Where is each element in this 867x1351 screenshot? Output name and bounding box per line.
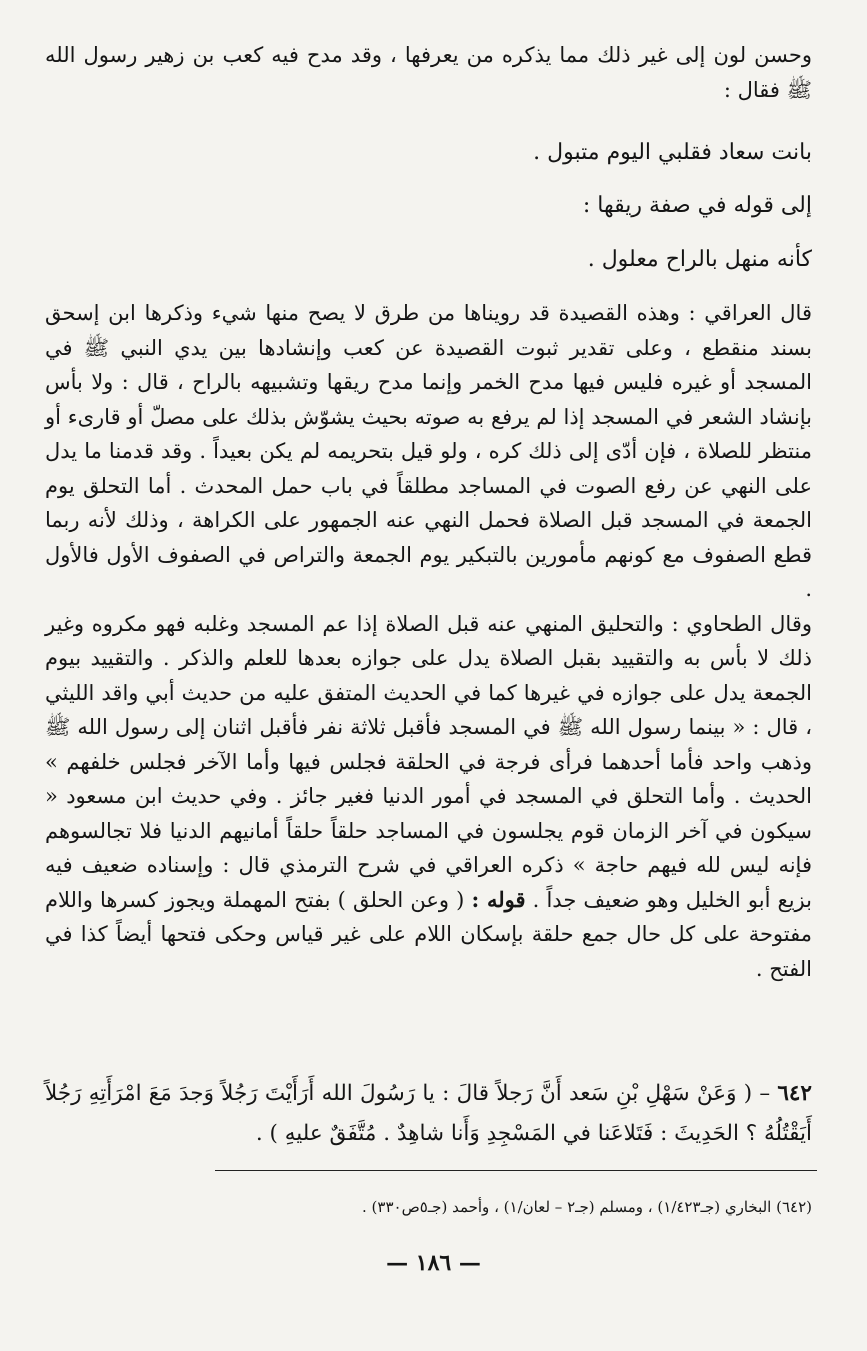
qawluh-label: قوله : [471,886,526,912]
tahawi-text: وقال الطحاوي : والتحليق المنهي عنه قبل الصلاة إذا عم المسجد وغلبه فهو مكروه وغير ذلك لا بأس به والتقييد بقبل الصلاة يدل على جوازه بعدها للعلم والذكر . والتقييد بيوم الجمعة يدل على جوازه في غيرها كما في الحديث المتفق عليه من حديث أبي واقد الليثي ، قال : « بينما رسول الله ﷺ في المسجد فأقبل ثلاثة نفر فأقبل اثنان إلى رسول الله ﷺ وذهب واحد فأما أحدهما فرأى فرجة في الحلقة فجلس فيها وأما الآخر فجلس خلفهم » الحديث . وأما التحلق في المسجد في أمور الدنيا فغير جائز . وفي حديث ابن مسعود « سيكون في آخر الزمان قوم يجلسون في المساجد حلقاً حلقاً أمانيهم الدنيا فلا تجالسوهم فإنه ليس لله فيهم حاجة » ذكره العراقي في شرح الترمذي قال : وإسناده ضعيف فيه بزيع أبو الخليل وهو ضعيف جداً . [45,611,812,912]
commentary-section [45,296,812,986]
commentary-paragraph-tahawi [45,607,812,987]
hadith-dash: – [759,1081,771,1106]
poem-verse-3: كأنه منهل بالراح معلول . [587,247,812,272]
footnote: (٦٤٢) البخاري (جـ١/٤٢٣) ، ومسلم (جـ٢ – لعان/١) ، وأحمد (جـ٥ص٣٣٠) . [362,1198,812,1216]
hadith-text [45,1074,812,1154]
poem-verse-1: بانت سعاد فقلبي اليوم متبول . [533,140,812,165]
intro-paragraph: وحسن لون إلى غير ذلك مما يذكره من يعرفها ، وقد مدح فيه كعب بن زهير رسول الله ﷺ فقال : [45,43,812,102]
halaq-explanation: ( وعن الحلق ) بفتح المهملة ويجوز كسرها واللام مفتوحة على كل حال جمع حلقة بإسكان اللام على غير قياس وحكى فتحها أيضاً كذا في الفتح . [45,887,812,981]
page-number: — ١٨٦ — [386,1250,481,1276]
poem-verse-2: إلى قوله في صفة ريقها : [582,193,812,218]
footnote-divider [215,1170,817,1171]
commentary-paragraph-iraqi: قال العراقي : وهذه القصيدة قد رويناها من طرق لا يصح منها شيء وذكرها ابن إسحق بسند منقطع ، وعلى تقدير ثبوت القصيدة عن كعب وإنشادها بين يدي النبي ﷺ في المسجد أو غيره فليس فيها مدح الخمر وإنما مدح ريقها وتشبيهه بالراح ، قال : ولا بأس بإنشاد الشعر في المسجد إذا لم يرفع به صوته بحيث يشوّش بذلك على مصلّ أو قارىء أو منتظر للصلاة ، فإن أدّى إلى ذلك كره ، ولو قيل بتحريمه لم يكن بعيداً . وقد قدمنا ما يدل على النهي عن رفع الصوت في المساجد مطلقاً في باب حمل المحدث . أما التحلق يوم الجمعة في المسجد قبل الصلاة فحمل النهي عنه الجمهور على الكراهة ، وذلك لأنه ربما قطع الصفوف مع كونهم مأمورين بالتبكير يوم الجمعة والتراص في الصفوف الأول فالأول . [45,301,812,601]
hadith-number: ٦٤٢ [777,1081,812,1106]
hadith-body: ( وَعَنْ سَهْلِ بْنِ سَعد أَنَّ رَجلاً قالَ : يا رَسُولَ الله أَرَأَيْتَ رَجُلاً وَجدَ مَعَ امْرَأَتِهِ رَجُلاً أَيَقْتُلُهُ ؟ الحَدِيثَ : فَتَلاعَنا في المَسْجِدِ وَأَنا شاهِدٌ . مُتَّفَقٌ عليهِ ) . [45,1081,812,1146]
